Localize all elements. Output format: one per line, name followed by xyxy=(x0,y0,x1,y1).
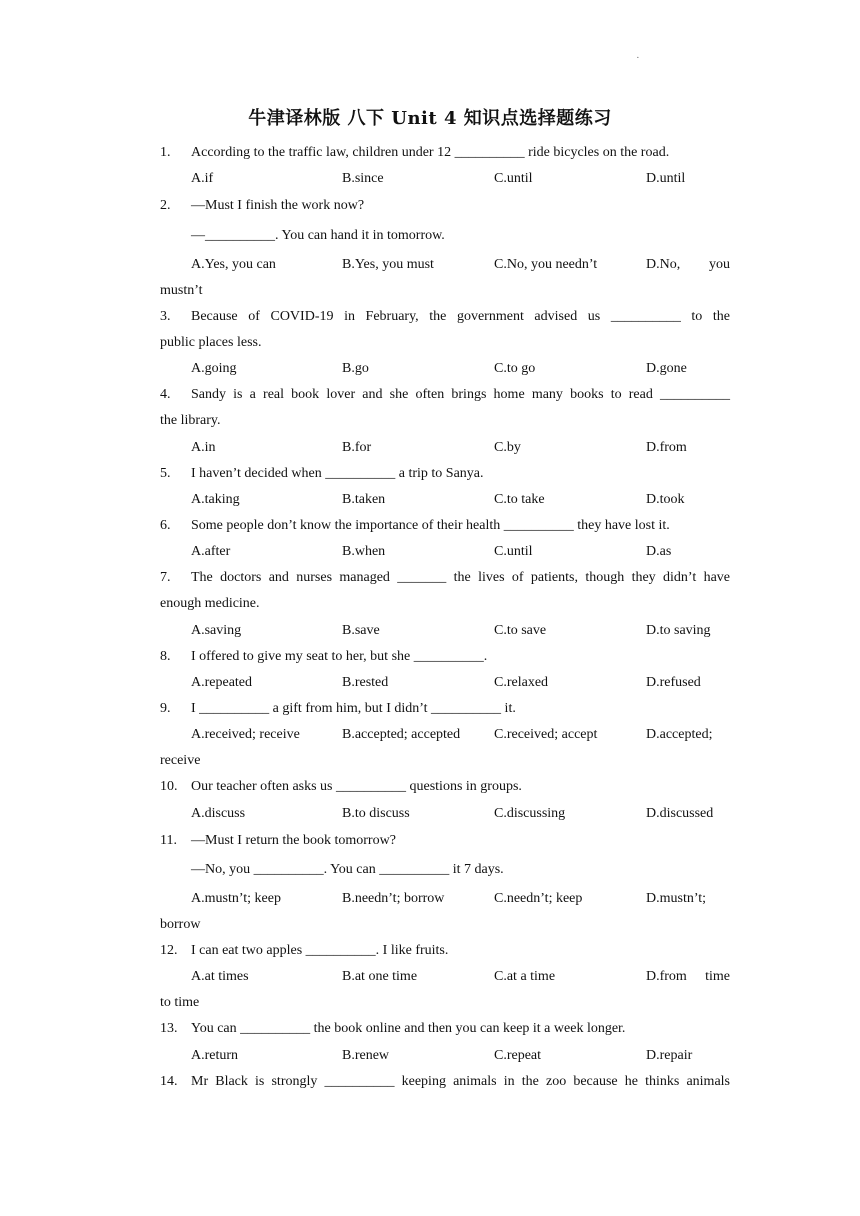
option-b: B.save xyxy=(342,623,380,638)
option-d: D.No, you xyxy=(646,257,730,272)
question-number: 11. xyxy=(160,833,177,848)
option-c: C.discussing xyxy=(494,806,566,821)
option-a: A.received; receive xyxy=(191,727,300,742)
question-stem: —Must I finish the work now? xyxy=(191,198,365,213)
option-a: A.Yes, you can xyxy=(191,257,276,272)
question-number: 7. xyxy=(160,570,171,585)
question-number: 6. xyxy=(160,518,171,533)
question-number: 3. xyxy=(160,309,171,324)
option-a: A.discuss xyxy=(191,806,246,821)
question-stem-continuation: enough medicine. xyxy=(160,596,260,611)
question-number: 9. xyxy=(160,701,171,716)
option-a: A.saving xyxy=(191,623,242,638)
option-b: B.taken xyxy=(342,492,386,507)
option-c: C.at a time xyxy=(494,969,556,984)
option-d: D.until xyxy=(646,171,686,186)
option-c: C.by xyxy=(494,440,521,455)
question-stem: According to the traffic law, children under 12 __________ ride bicycles on the road. xyxy=(191,145,670,160)
option-b: B.when xyxy=(342,544,386,559)
option-a: A.mustn’t; keep xyxy=(191,891,281,906)
question-number: 2. xyxy=(160,198,171,213)
option-d: D.refused xyxy=(646,675,701,690)
question-dialogue-line: —No, you __________. You can __________ it 7 days. xyxy=(191,862,504,877)
question-stem: Because of COVID-19 in February, the government advised us __________ to the xyxy=(191,309,730,324)
option-c: C.until xyxy=(494,544,533,559)
question-stem-continuation: the library. xyxy=(160,413,221,428)
question-stem: Our teacher often asks us __________ questions in groups. xyxy=(191,779,522,794)
question-number: 1. xyxy=(160,145,171,160)
question-dialogue-line: —__________. You can hand it in tomorrow. xyxy=(191,228,445,243)
question-stem: Some people don’t know the importance of their health __________ they have lost it. xyxy=(191,518,670,533)
option-d: D.accepted; xyxy=(646,727,713,742)
option-a: A.repeated xyxy=(191,675,253,690)
question-number: 10. xyxy=(160,779,178,794)
option-b: B.to discuss xyxy=(342,806,410,821)
option-d: D.from time xyxy=(646,969,730,984)
option-d: D.gone xyxy=(646,361,687,376)
question-stem: The doctors and nurses managed _______ the lives of patients, though they didn’t have xyxy=(191,570,730,585)
option-continuation: borrow xyxy=(160,917,201,932)
option-continuation: to time xyxy=(160,995,200,1010)
question-number: 8. xyxy=(160,649,171,664)
option-d: D.as xyxy=(646,544,672,559)
question-stem: I offered to give my seat to her, but she __________. xyxy=(191,649,488,664)
question-number: 5. xyxy=(160,466,171,481)
option-a: A.taking xyxy=(191,492,240,507)
option-d: D.mustn’t; xyxy=(646,891,707,906)
option-c: C.needn’t; keep xyxy=(494,891,583,906)
option-c: C.received; accept xyxy=(494,727,598,742)
option-d: D.took xyxy=(646,492,685,507)
question-stem-continuation: public places less. xyxy=(160,335,262,350)
question-number: 14. xyxy=(160,1074,178,1089)
question-number: 12. xyxy=(160,943,178,958)
option-continuation: receive xyxy=(160,753,201,768)
question-stem: I __________ a gift from him, but I didn’t __________ it. xyxy=(191,701,516,716)
option-a: A.if xyxy=(191,171,214,186)
option-c: C.repeat xyxy=(494,1048,542,1063)
option-a: A.return xyxy=(191,1048,239,1063)
option-a: A.at times xyxy=(191,969,249,984)
option-b: B.at one time xyxy=(342,969,418,984)
question-stem: I can eat two apples __________. I like fruits. xyxy=(191,943,449,958)
option-d: D.discussed xyxy=(646,806,714,821)
option-b: B.go xyxy=(342,361,369,376)
option-b: B.rested xyxy=(342,675,389,690)
option-c: C.No, you needn’t xyxy=(494,257,598,272)
option-d: D.repair xyxy=(646,1048,693,1063)
option-b: B.accepted; accepted xyxy=(342,727,461,742)
option-c: C.to take xyxy=(494,492,545,507)
option-b: B.needn’t; borrow xyxy=(342,891,445,906)
question-stem: —Must I return the book tomorrow? xyxy=(191,833,396,848)
question-number: 4. xyxy=(160,387,171,402)
question-number: 13. xyxy=(160,1021,178,1036)
option-d: D.to saving xyxy=(646,623,711,638)
option-c: C.to save xyxy=(494,623,547,638)
option-d: D.from xyxy=(646,440,687,455)
question-stem: Mr Black is strongly __________ keeping animals in the zoo because he thinks animals xyxy=(191,1074,730,1089)
option-a: A.in xyxy=(191,440,216,455)
option-b: B.for xyxy=(342,440,372,455)
question-stem: Sandy is a real book lover and she often brings home many books to read __________ xyxy=(191,387,730,402)
question-stem: I haven’t decided when __________ a trip to Sanya. xyxy=(191,466,484,481)
question-stem: You can __________ the book online and then you can keep it a week longer. xyxy=(191,1021,626,1036)
option-c: C.until xyxy=(494,171,533,186)
option-b: B.Yes, you must xyxy=(342,257,434,272)
option-b: B.renew xyxy=(342,1048,390,1063)
option-c: C.relaxed xyxy=(494,675,549,690)
option-a: A.after xyxy=(191,544,231,559)
option-continuation: mustn’t xyxy=(160,283,203,298)
option-b: B.since xyxy=(342,171,384,186)
option-c: C.to go xyxy=(494,361,536,376)
page-title: 牛津译林版 八下 Unit 4 知识点选择题练习 xyxy=(248,108,612,129)
page-mark: · xyxy=(636,52,640,64)
option-a: A.going xyxy=(191,361,237,376)
